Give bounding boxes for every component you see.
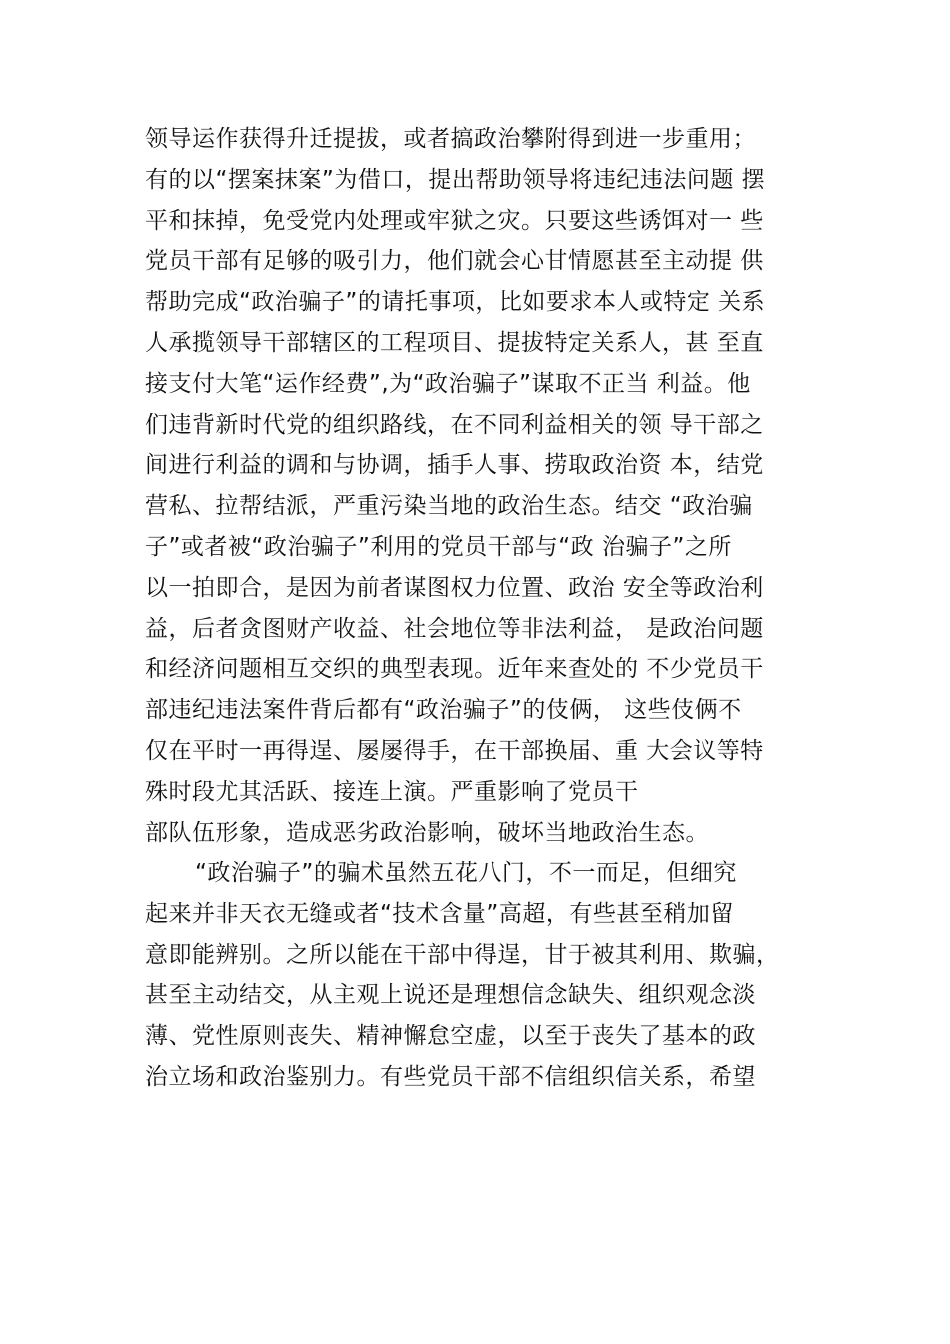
text-line: 领导运作获得升迁提拔，或者搞政治攀附得到进一步重用；	[145, 126, 756, 152]
text-line: 间进行利益的调和与协调，插手人事、捞取政治资 本，结党	[145, 452, 764, 479]
text-line: 甚至主动结交，从主观上说还是理想信念缺失、组织观念淡	[145, 982, 756, 1009]
text-line: 有的以“摆案抹案”为借口，提出帮助领导将违纪违法问题 摆	[145, 166, 766, 193]
text-line: 帮助完成“政治骗子”的请托事项，比如要求本人或特定 关系	[145, 289, 766, 316]
text-line: 益，后者贪图财产收益、社会地位等非法利益， 是政治问题	[145, 615, 764, 642]
text-line: 部违纪违法案件背后都有“政治骗子”的伎俩， 这些伎俩不	[145, 697, 742, 724]
paragraph-1	[145, 119, 825, 853]
text-line: 以一拍即合，是因为前者谋图权力位置、政治 安全等政治利	[145, 574, 764, 601]
text-line: 意即能辨别。之所以能在干部中得逞，甘于被其利用、欺骗，	[145, 941, 780, 968]
text-line: 们违背新时代党的组织路线，在不同利益相关的领 导干部之	[145, 411, 764, 438]
text-line: 和经济问题相互交织的典型表现。近年来查处的 不少党员干	[145, 656, 764, 683]
text-line: 子”或者被“政治骗子”利用的党员干部与“政 治骗子”之所	[145, 533, 732, 560]
text-line: 营私、拉帮结派，严重污染当地的政治生态。结交 “政治骗	[145, 493, 753, 520]
text-line: 党员干部有足够的吸引力，他们就会心甘情愿甚至主动提 供	[145, 248, 764, 275]
text-line: 起来并非天衣无缝或者“技术含量”高超，有些甚至稍加留	[145, 900, 734, 927]
text-line: 仅在平时一再得逞、屡屡得手，在干部换届、重 大会议等特	[145, 737, 764, 764]
text-line: 人承揽领导干部辖区的工程项目、提拔特定关系人，甚 至直	[145, 329, 764, 356]
paragraph-2	[145, 853, 825, 1098]
text-line: 治立场和政治鉴别力。有些党员干部不信组织信关系，希望	[145, 1063, 756, 1090]
text-line: 部队伍形象，造成恶劣政治影响，破坏当地政治生态。	[145, 819, 709, 846]
text-line-indented: “政治骗子”的骗术虽然五花八门，不一而足，但细究	[195, 860, 737, 886]
text-line: 殊时段尤其活跃、接连上演。严重影响了党员干	[145, 778, 639, 805]
text-line: 平和抹掉，免受党内处理或牢狱之灾。只要这些诱饵对一 些	[145, 207, 764, 234]
text-line: 接支付大笔“运作经费”,为“政治骗子”谋取不正当 利益。他	[145, 370, 751, 397]
text-line: 薄、党性原则丧失、精神懈怠空虚，以至于丧失了基本的政	[145, 1023, 756, 1050]
